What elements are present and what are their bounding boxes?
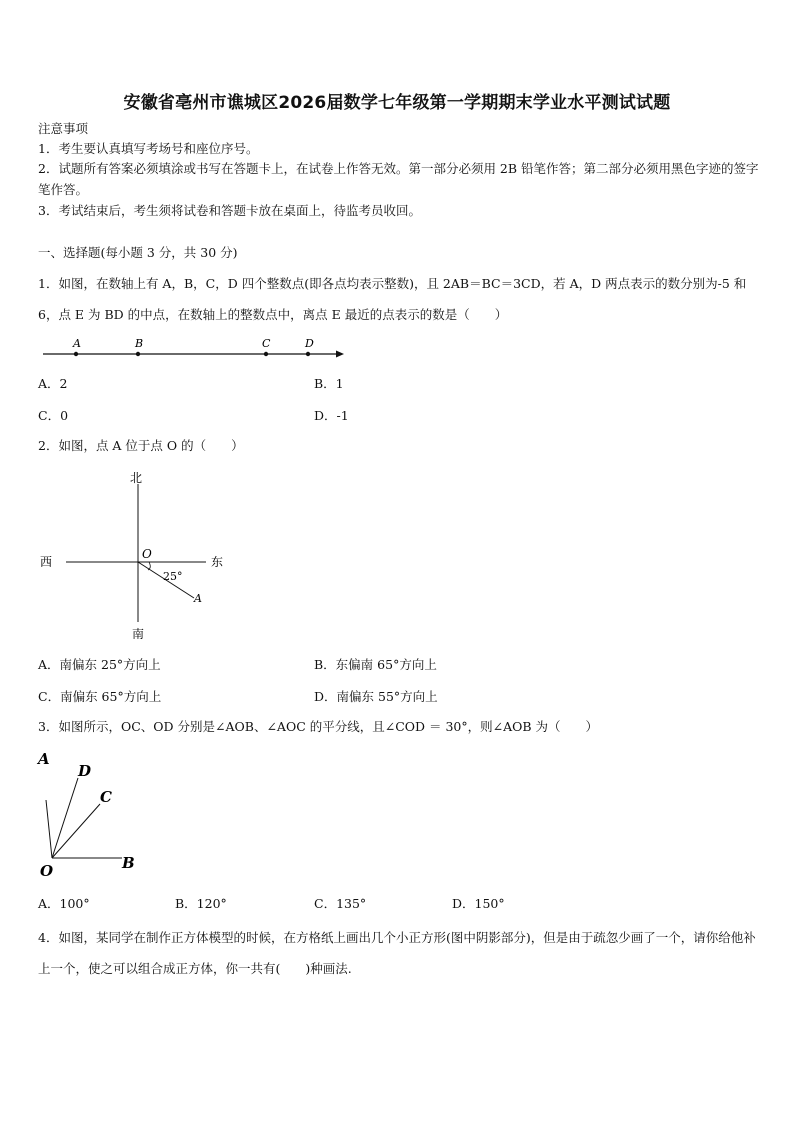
q3-option-d: D．150° [452, 896, 505, 911]
point-d-label: D [305, 337, 314, 350]
q1-option-b: B．1 [314, 376, 344, 391]
point-b-dot [136, 352, 140, 356]
point-d-dot [306, 352, 310, 356]
compass-figure [36, 464, 236, 644]
label-a: A [38, 750, 50, 768]
question-3-stem: 3．如图所示，OC、OD 分别是∠AOB、∠AOC 的平分线，且∠COD ＝ 30°，则∠AOB 为（ ） [38, 719, 599, 734]
point-b-label: B [135, 337, 144, 350]
point-a-label: A [194, 592, 202, 605]
ray-oa [46, 800, 52, 858]
ray-oc [52, 804, 100, 858]
number-line-figure [38, 334, 348, 364]
q2-option-b: B．东偏南 65°方向上 [314, 657, 437, 672]
point-c-dot [264, 352, 268, 356]
section-heading: 一、选择题(每小题 3 分，共 30 分) [38, 245, 238, 260]
notice-heading: 注意事项 [38, 121, 89, 136]
label-b: B [122, 854, 135, 872]
page-title: 安徽省亳州市谯城区2026届数学七年级第一学期期末学业水平测试试题 [123, 93, 671, 113]
label-c: C [100, 788, 112, 806]
q2-option-d: D．南偏东 55°方向上 [314, 689, 438, 704]
q2-option-a: A．南偏东 25°方向上 [38, 657, 161, 672]
angle-bisector-figure [34, 744, 154, 880]
q3-option-b: B．120° [175, 896, 227, 911]
west-label: 西 [40, 555, 53, 569]
notice-item-3: 3．考试结束后，考生须将试卷和答题卡放在桌面上，待监考员收回。 [38, 203, 421, 218]
q3-option-a: A．100° [38, 896, 90, 911]
number-line-arrow [336, 351, 344, 358]
label-d: D [78, 762, 92, 780]
q1-option-a: A．2 [38, 376, 68, 391]
label-o: O [40, 862, 54, 880]
question-2-stem: 2．如图，点 A 位于点 O 的（ ） [38, 438, 244, 453]
q1-option-c: C．0 [38, 408, 69, 423]
question-1-stem: 1．如图，在数轴上有 A，B，C，D 四个整数点(即各点均表示整数)，且 2AB＝BC＝3CD，若 A，D 两点表示的数分别为-5 和 6，点 E 为 BD 的中点，在数轴上的整数点中，离点 E 最近的点表示的数是（ ） [38, 276, 747, 322]
q1-option-d: D．-1 [314, 408, 349, 423]
point-a-dot [74, 352, 78, 356]
q3-option-c: C．135° [314, 896, 367, 911]
point-c-label: C [262, 337, 271, 350]
angle-label: 25° [163, 570, 183, 583]
ray-od [52, 778, 78, 858]
point-a-label: A [73, 337, 81, 350]
origin-label: O [142, 547, 152, 561]
notice-item-2: 2．试题所有答案必须填涂或书写在答题卡上，在试卷上作答无效。第一部分必须用 2B 铅笔作答；第二部分必须用黑色字迹的签字笔作答。 [38, 161, 759, 197]
south-label: 南 [132, 627, 145, 641]
north-label: 北 [130, 471, 143, 485]
east-label: 东 [211, 555, 224, 569]
notice-item-1: 1．考生要认真填写考场号和座位序号。 [38, 141, 259, 156]
question-4-stem: 4．如图，某同学在制作正方体模型的时候，在方格纸上画出几个小正方形(图中阴影部分)，但是由于疏忽少画了一个，请你给他补上一个，使之可以组合成正方体，你一共有( )种画法. [38, 930, 756, 976]
q2-option-c: C．南偏东 65°方向上 [38, 689, 162, 704]
